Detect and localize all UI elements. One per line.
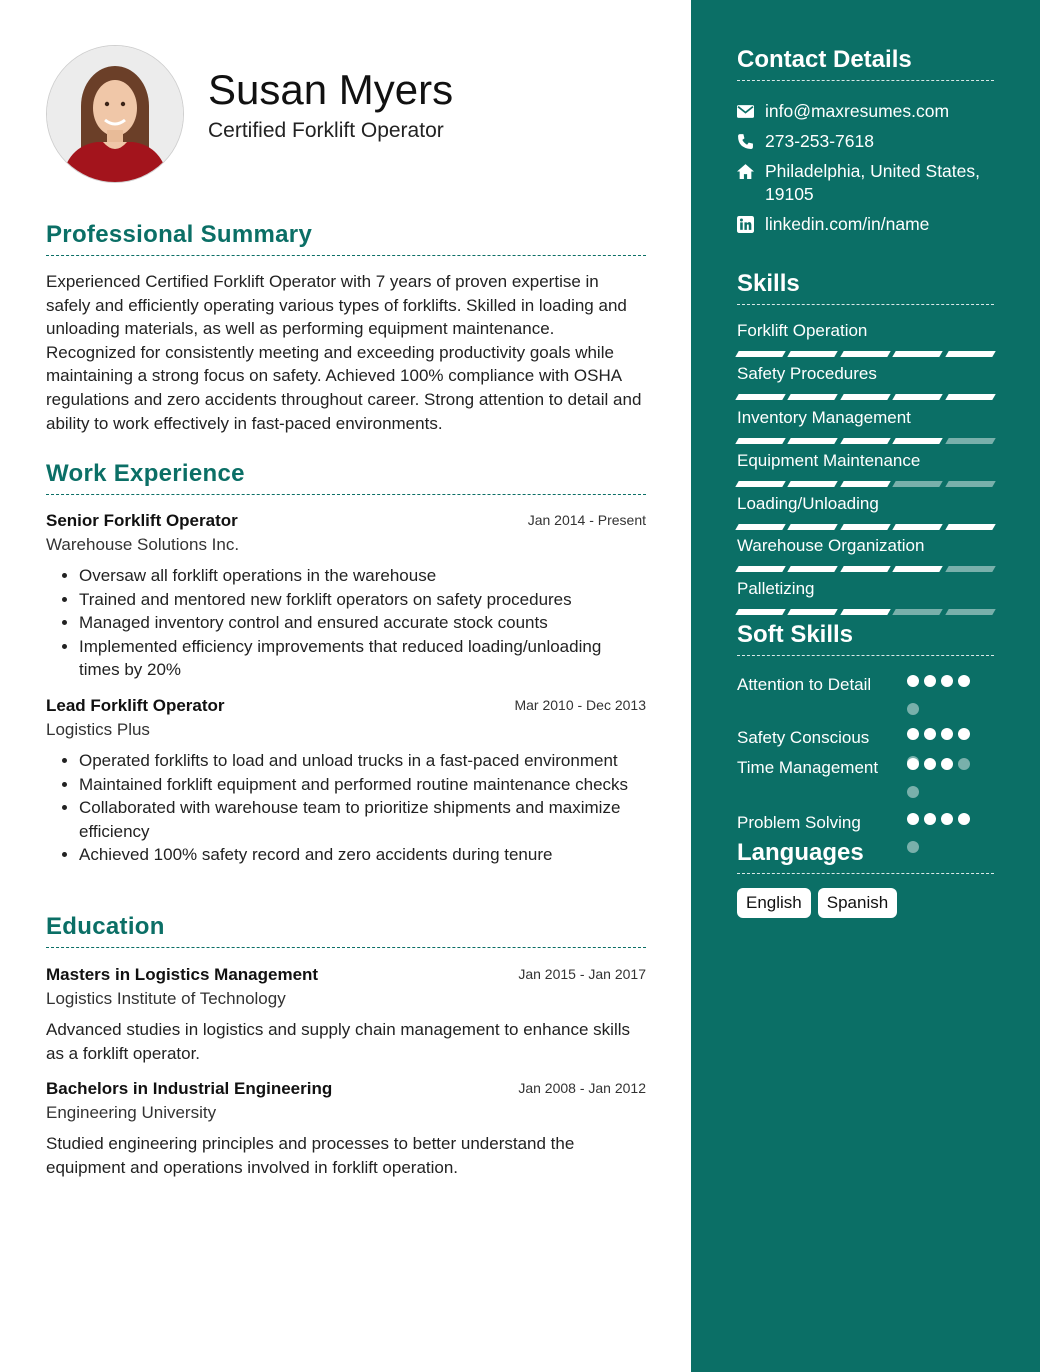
profile-photo [46, 45, 184, 183]
rating-dot-filled [924, 675, 936, 687]
skill-level-bar [737, 609, 994, 615]
experience-item [46, 511, 646, 682]
linkedin-icon [737, 216, 754, 233]
soft-skill-item [737, 726, 994, 749]
skill-segment-filled [735, 351, 786, 357]
soft-skill-label: Problem Solving [737, 813, 861, 832]
edu-school: Logistics Institute of Technology [46, 989, 286, 1008]
job-bullet: • Oversaw all forklift operations in the warehouse [79, 564, 646, 588]
skill-item [737, 451, 994, 487]
skill-segment-filled [788, 394, 839, 400]
contact-location [737, 160, 994, 206]
skill-segment-filled [788, 481, 839, 487]
skill-level-bar [737, 566, 994, 572]
skill-label: Equipment Maintenance [737, 451, 921, 470]
job-bullet: • Maintained forklift equipment and performed routine maintenance checks [79, 773, 646, 797]
skill-segment-filled [840, 566, 891, 572]
contact-email[interactable] [737, 100, 994, 123]
summary-text: Experienced Certified Forklift Operator with 7 years of proven expertise in safely and efficiently operating various types of forklifts. Skilled in loading and unloading materials, as well as performing equipment maintenance. Recognized for consistently meeting and exceeding productivity goals while maintaining a strong focus on safety. Achieved 100% compliance with OSHA regulations and zero accidents throughout career. Strong attention to detail and ability to work effectively in fast-paced environments. [46, 272, 642, 433]
section-title-education: Education [46, 913, 646, 948]
skill-segment-filled [840, 438, 891, 444]
skill-segment-empty [945, 438, 996, 444]
skill-segment-filled [840, 609, 891, 615]
skill-segment-filled [892, 351, 943, 357]
skill-segment-filled [840, 351, 891, 357]
skill-segment-filled [892, 566, 943, 572]
skill-segment-filled [788, 524, 839, 530]
job-bullets [46, 749, 646, 867]
avatar-portrait-icon [47, 46, 183, 182]
skill-level-bar [737, 524, 994, 530]
skill-level-bar [737, 394, 994, 400]
edu-description: Advanced studies in logistics and supply chain management to enhance skills as a forklift operator. [46, 1020, 631, 1063]
job-company: Logistics Plus [46, 720, 150, 739]
skill-segment-filled [840, 524, 891, 530]
contact-linkedin[interactable] [737, 213, 994, 236]
skill-segment-filled [892, 438, 943, 444]
job-bullet: • Collaborated with warehouse team to prioritize shipments and maximize efficiency [79, 796, 646, 843]
edu-description: Studied engineering principles and processes to better understand the equipment and operations involved in forklift operation. [46, 1134, 575, 1177]
home-icon [737, 163, 754, 180]
skill-segment-empty [892, 481, 943, 487]
section-title-summary: Professional Summary [46, 221, 646, 256]
language-chip: Spanish [818, 888, 897, 918]
contact-location-text: Philadelphia, United States, 19105 [765, 161, 980, 204]
section-title-languages: Languages [737, 839, 994, 874]
job-role: Lead Forklift Operator [46, 696, 225, 715]
job-bullet: • Implemented efficiency improvements that reduced loading/unloading times by 20% [79, 635, 646, 682]
rating-dot-filled [941, 813, 953, 825]
soft-skill-rating [907, 758, 987, 798]
section-title-soft-skills: Soft Skills [737, 621, 994, 656]
skill-segment-empty [945, 481, 996, 487]
section-title-skills: Skills [737, 270, 994, 305]
job-bullets [46, 564, 646, 682]
job-company: Warehouse Solutions Inc. [46, 535, 240, 554]
job-bullet: • Trained and mentored new forklift operators on safety procedures [79, 588, 646, 612]
rating-dot-filled [958, 728, 970, 740]
skill-segment-empty [945, 609, 996, 615]
job-bullet: • Achieved 100% safety record and zero accidents during tenure [79, 843, 646, 867]
skill-segment-filled [840, 394, 891, 400]
skill-label: Warehouse Organization [737, 536, 925, 555]
edu-date: Jan 2015 - Jan 2017 [518, 966, 646, 982]
rating-dot-filled [907, 728, 919, 740]
section-title-contact: Contact Details [737, 46, 994, 81]
skill-item [737, 536, 994, 572]
skill-label: Palletizing [737, 579, 815, 598]
skill-segment-filled [892, 524, 943, 530]
phone-icon [737, 133, 754, 150]
job-bullet: • Managed inventory control and ensured accurate stock counts [79, 611, 646, 635]
rating-dot-filled [924, 813, 936, 825]
rating-dot-filled [941, 758, 953, 770]
rating-dot-filled [924, 728, 936, 740]
soft-skill-rating [907, 675, 987, 715]
rating-dot-filled [941, 728, 953, 740]
contact-linkedin-text[interactable]: linkedin.com/in/name [765, 214, 930, 234]
skill-segment-filled [892, 394, 943, 400]
rating-dot-filled [907, 813, 919, 825]
soft-skill-label: Attention to Detail [737, 675, 872, 694]
job-date: Jan 2014 - Present [527, 512, 646, 528]
rating-dot-filled [907, 675, 919, 687]
skill-segment-filled [735, 524, 786, 530]
skill-label: Inventory Management [737, 408, 911, 427]
job-bullet: • Operated forklifts to load and unload trucks in a fast-paced environment [79, 749, 646, 773]
skill-level-bar [737, 438, 994, 444]
rating-dot-filled [958, 813, 970, 825]
experience-item [46, 696, 646, 867]
contact-phone-text[interactable]: 273-253-7618 [765, 131, 874, 151]
skill-segment-empty [945, 566, 996, 572]
rating-dot-filled [941, 675, 953, 687]
envelope-icon [737, 103, 754, 120]
rating-dot-filled [958, 675, 970, 687]
skill-label: Safety Procedures [737, 364, 877, 383]
skill-label: Loading/Unloading [737, 494, 879, 513]
soft-skill-label: Time Management [737, 758, 879, 777]
soft-skill-item [737, 756, 994, 779]
candidate-title: Certified Forklift Operator [208, 119, 444, 142]
edu-school: Engineering University [46, 1103, 217, 1122]
skill-segment-filled [840, 481, 891, 487]
sidebar [691, 0, 1040, 1372]
skill-segment-filled [788, 438, 839, 444]
education-item [46, 965, 646, 1065]
edu-date: Jan 2008 - Jan 2012 [518, 1080, 646, 1096]
job-date: Mar 2010 - Dec 2013 [514, 697, 646, 713]
rating-dot-empty [907, 786, 919, 798]
skill-level-bar [737, 481, 994, 487]
skill-level-bar [737, 351, 994, 357]
language-chip: English [737, 888, 811, 918]
rating-dot-filled [924, 758, 936, 770]
edu-degree: Masters in Logistics Management [46, 965, 319, 984]
skill-item [737, 494, 994, 530]
skill-segment-filled [945, 351, 996, 357]
contact-phone[interactable] [737, 130, 994, 153]
soft-skill-label: Safety Conscious [737, 728, 870, 747]
languages-list [737, 888, 897, 918]
skill-segment-filled [945, 524, 996, 530]
skill-segment-filled [735, 481, 786, 487]
soft-skill-item [737, 811, 994, 834]
skill-item [737, 364, 994, 400]
rating-dot-filled [907, 758, 919, 770]
section-title-experience: Work Experience [46, 460, 646, 495]
skill-segment-filled [788, 609, 839, 615]
soft-skill-item [737, 673, 994, 696]
edu-degree: Bachelors in Industrial Engineering [46, 1079, 333, 1098]
candidate-name: Susan Myers [208, 66, 454, 113]
skill-segment-filled [788, 566, 839, 572]
education-item [46, 1079, 646, 1179]
rating-dot-empty [958, 758, 970, 770]
job-role: Senior Forklift Operator [46, 511, 238, 530]
skill-segment-filled [945, 394, 996, 400]
skill-segment-filled [735, 609, 786, 615]
skill-segment-filled [735, 394, 786, 400]
skill-segment-filled [788, 351, 839, 357]
skill-segment-filled [735, 438, 786, 444]
rating-dot-empty [907, 703, 919, 715]
skill-label: Forklift Operation [737, 321, 868, 340]
skill-item [737, 408, 994, 444]
skill-item [737, 579, 994, 615]
skill-segment-filled [735, 566, 786, 572]
skill-item [737, 321, 994, 357]
skill-segment-empty [892, 609, 943, 615]
contact-email-text[interactable]: info@maxresumes.com [765, 101, 950, 121]
